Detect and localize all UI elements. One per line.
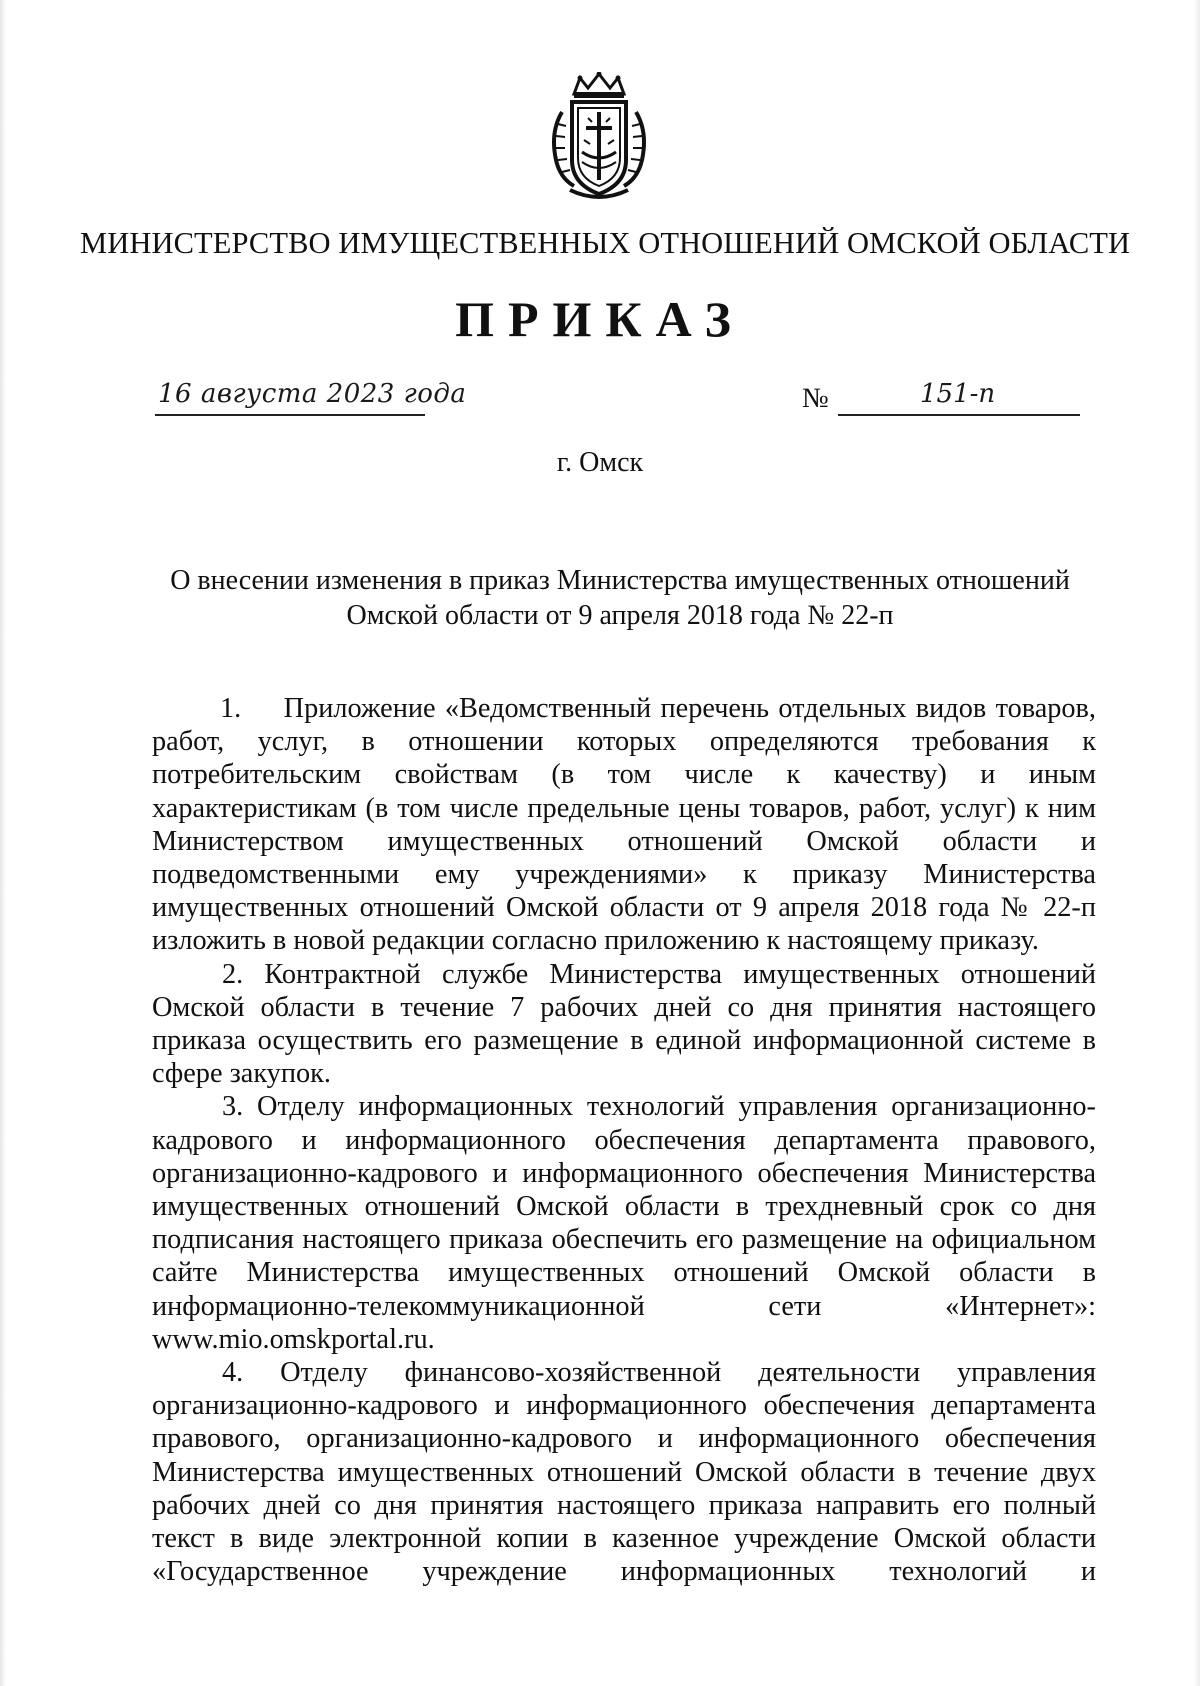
scan-edge-left xyxy=(0,0,6,1686)
document-city: г. Омск xyxy=(556,447,644,478)
ministry-name: МИНИСТЕРСТВО ИМУЩЕСТВЕННЫХ ОТНОШЕНИЙ ОМСКОЙ ОБЛАСТИ xyxy=(80,226,1131,260)
document-subject xyxy=(150,563,1090,633)
omsk-coat-of-arms-icon xyxy=(544,72,654,202)
subject-line-1: О внесении изменения в приказ Министерства имущественных отношений xyxy=(170,565,1070,596)
document-type-title: ПРИКАЗ xyxy=(455,291,745,347)
paragraph-4: 4. Отделу финансово-хозяйственной деятельности управления организационно-кадрового и информационного обеспечения департамента правового, организационно-кадрового и информационного обеспечения Министерства имущественных отношений Омской области в течение двух рабочих дней со дня принятия настоящего приказа направить его полный текст в виде электронной копии в казенное учреждение Омской области «Государственное учреждение информационных технологий и xyxy=(152,1357,1096,1588)
number-underline xyxy=(838,414,1080,416)
scan-edge-right xyxy=(1194,0,1200,1686)
paragraph-2: 2. Контрактной службе Министерства имущественных отношений Омской области в течение 7 рабочих дней со дня принятия настоящего приказа осуществить его размещение в единой информационной системе в сфере закупок. xyxy=(152,958,1096,1090)
subject-line-2: Омской области от 9 апреля 2018 года № 22-п xyxy=(346,600,894,631)
document-number: 151-п xyxy=(920,379,996,409)
number-sign: № xyxy=(802,383,829,414)
paragraph-1: 1. Приложение «Ведомственный перечень отдельных видов товаров, работ, услуг, в отношении которых определяются требования к потребительским свойствам (в том числе к качеству) и иным характеристикам (в том числе предельные цены товаров, работ, услуг) к ним Министерством имущественных отношений Омской области и подведомственными ему учреждениями» к приказу Министерства имущественных отношений Омской области от 9 апреля 2018 года № 22-п изложить в новой редакции согласно приложению к настоящему приказу. xyxy=(152,693,1096,957)
document-body xyxy=(152,692,1096,1588)
date-underline xyxy=(155,414,425,416)
paragraph-3: 3. Отделу информационных технологий управления организационно-кадрового и информационного обеспечения департамента правового, организационно-кадрового и информационного обеспечения Министерства имущественных отношений Омской области в трехдневный срок со дня подписания настоящего приказа обеспечить его размещение на официальном сайте Министерства имущественных отношений Омской области в информационно-телекоммуникационной сети «Интернет»: www.mio.omskportal.ru. xyxy=(152,1091,1096,1355)
document-date: 16 августа 2023 года xyxy=(158,379,467,409)
